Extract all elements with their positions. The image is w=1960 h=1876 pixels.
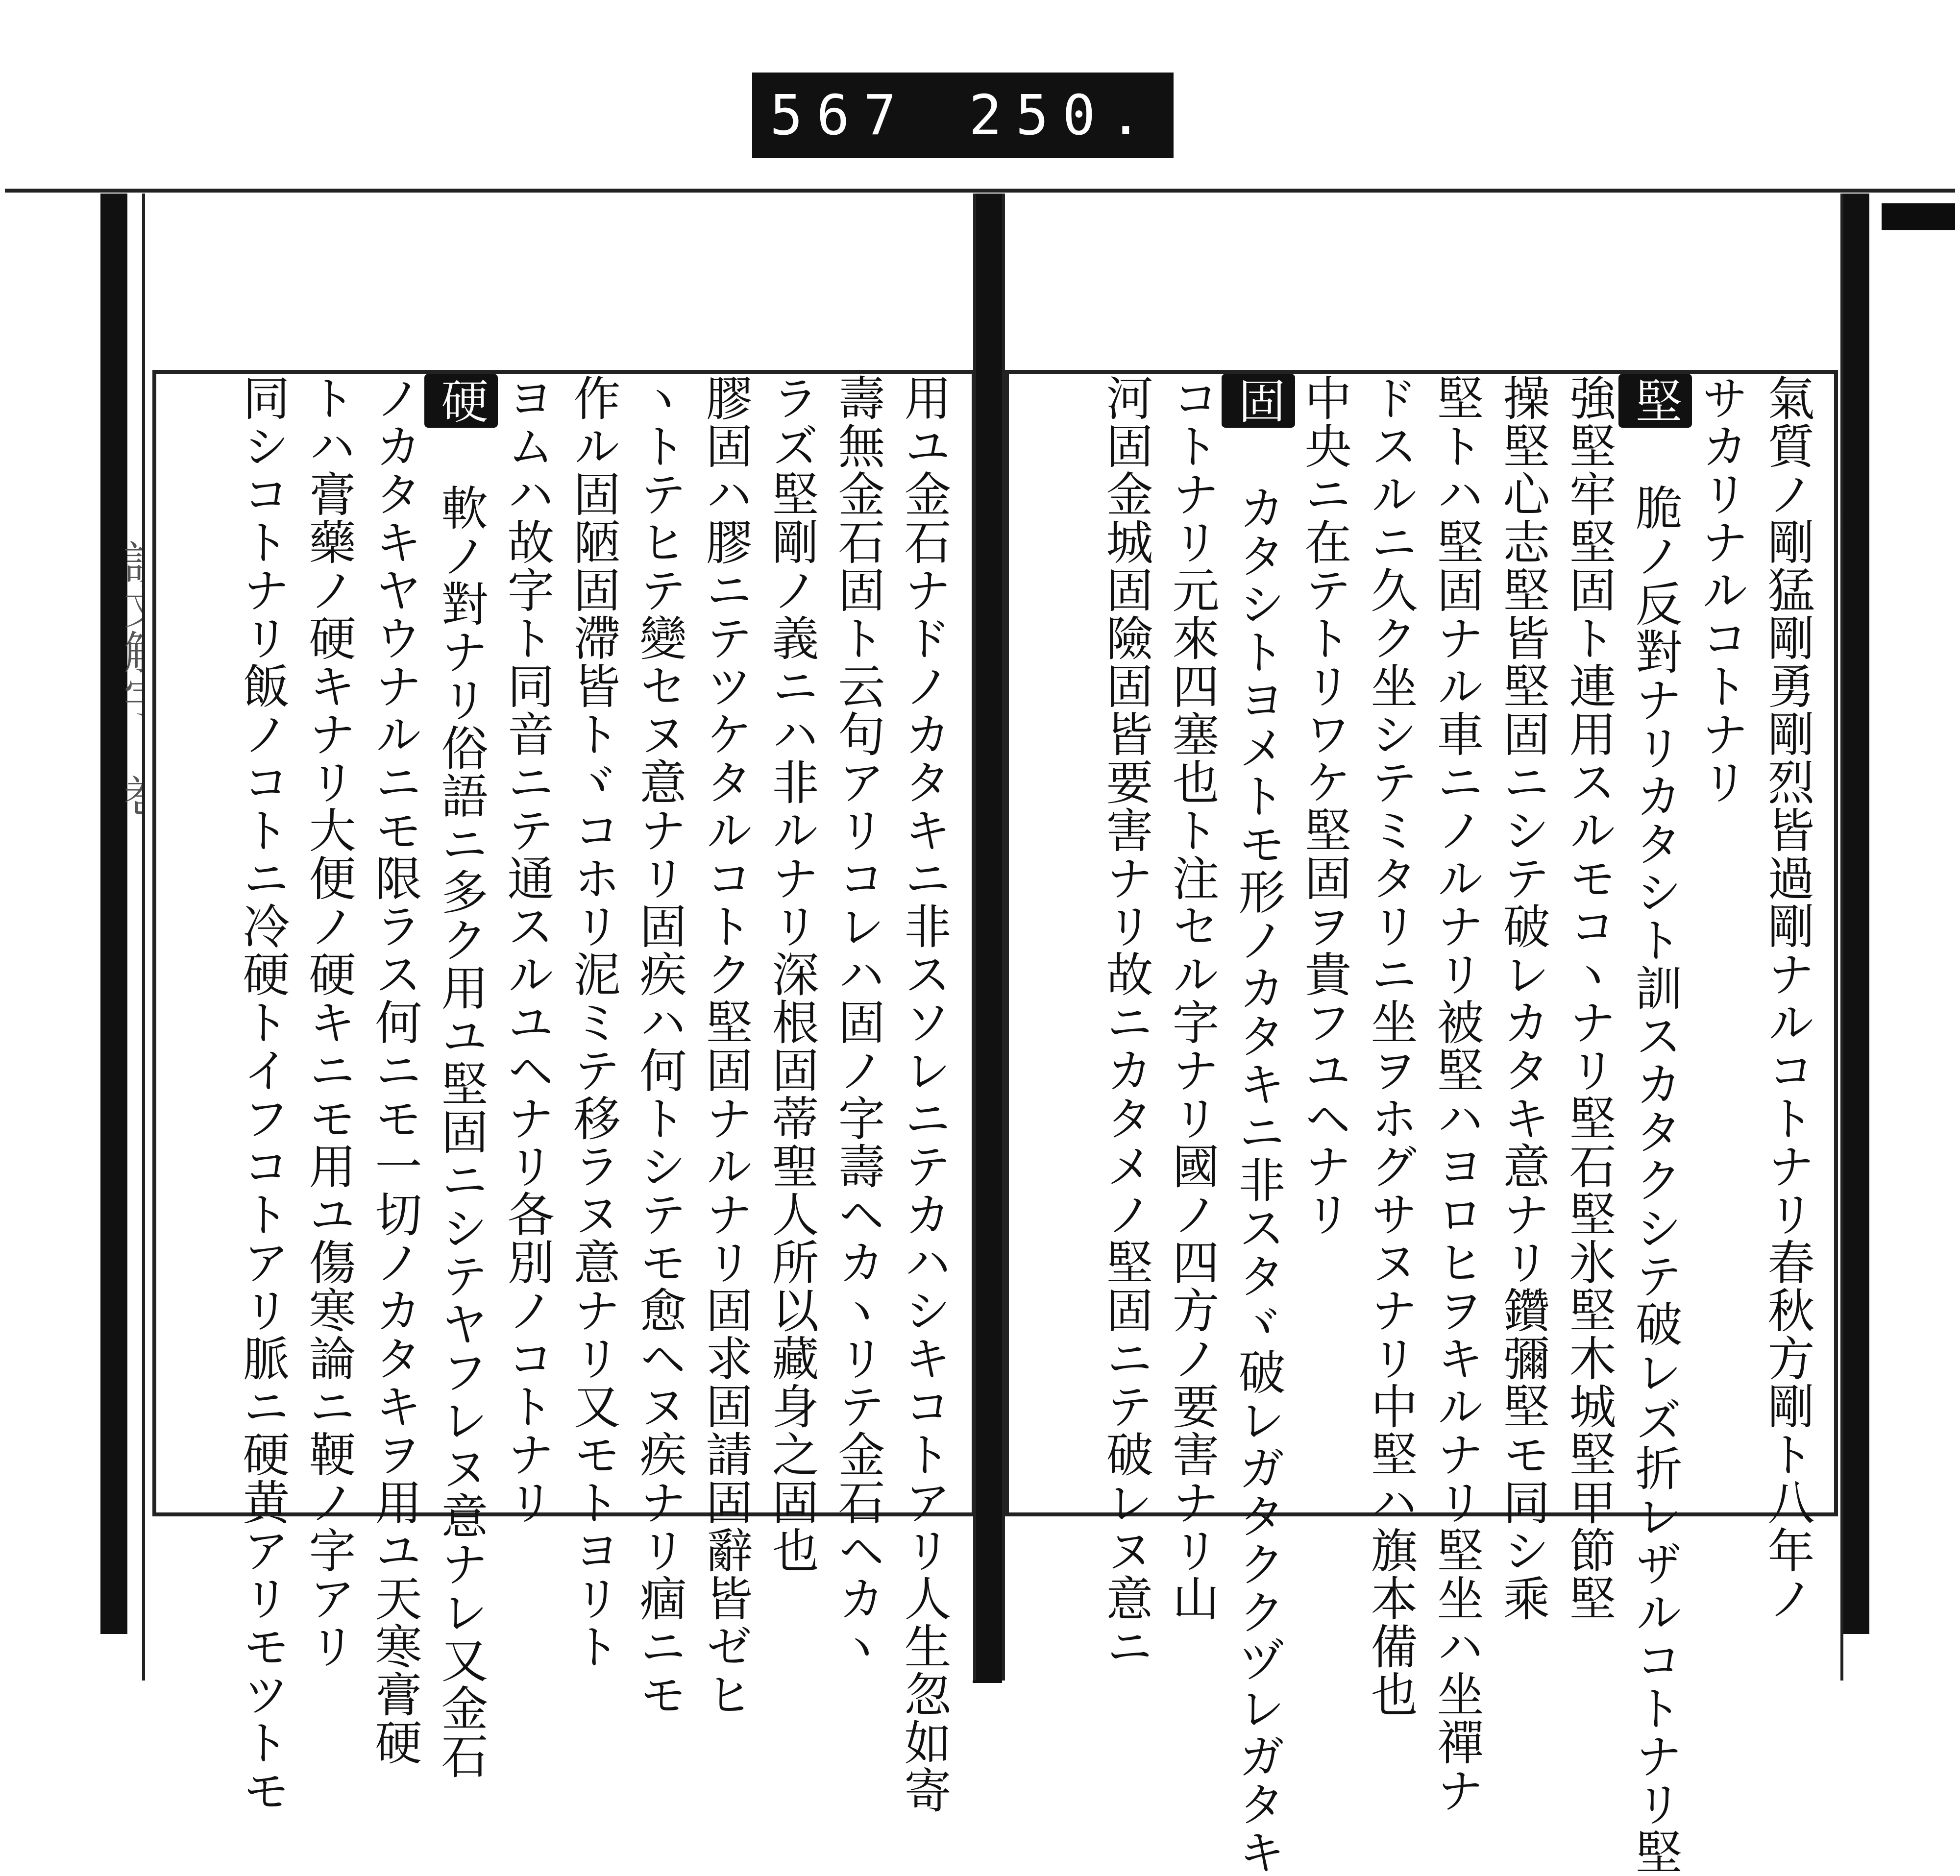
left-col-2: 壽無金石固ト云句アリコレハ固ノ字壽ヘカヽリテ金石ヘカヽ <box>831 374 885 1670</box>
left-col-9: ノカタキヤウナルニモ限ラス何ニモ一切ノカタキヲ用ユ天寒膏硬 <box>368 374 422 1766</box>
right-col-2: サカリナルコトナリ <box>1694 374 1749 806</box>
entry-marker-firm: 堅 <box>1618 374 1692 428</box>
right-page-frame <box>1005 370 1838 1876</box>
frame-number-label <box>752 73 1174 158</box>
left-col-8 <box>424 374 498 1780</box>
left-col-3: ラズ堅剛ノ義ニハ非ルナリ深根固蒂聖人所以藏身之固也 <box>764 374 819 1574</box>
right-col-11: 河固金城固險固皆要害ナリ故ニカタメノ堅固ニテ破レヌ意ニ <box>1099 374 1153 1670</box>
left-page-frame <box>152 370 976 1814</box>
left-col-7: ヨムハ故字ト同音ニテ通スルユヘナリ各別ノコトナリ <box>500 374 555 1526</box>
left-col-11: 同シコトナリ飯ノコトニ冷硬トイフコトアリ脈ニ硬黄アリモツトモ <box>235 374 290 1814</box>
right-col-9 <box>1222 374 1295 1876</box>
entry-marker-hard: 硬 <box>424 374 498 428</box>
right-col-8: 中央ニ在テトリワケ堅固ヲ貴フユヘナリ <box>1297 374 1352 1238</box>
right-page <box>1002 194 1843 1876</box>
left-col-8-text: 軟ノ對ナリ俗語ニ多ク用ユ堅固ニシテヤフレヌ意ナレ又金石 <box>434 484 489 1780</box>
right-col-10: コトナリ元來四塞也ト注セル字ナリ國ノ四方ノ要害ナリ山 <box>1165 374 1220 1622</box>
left-page <box>142 194 976 1814</box>
entry-marker-solid: 固 <box>1222 374 1295 428</box>
right-col-3-text: 脆ノ反對ナリカタシト訓スカタクシテ破レズ折レザルコトナリ堅 <box>1628 484 1683 1876</box>
center-spine <box>973 194 1002 1683</box>
right-col-1: 氣質ノ剛猛剛勇剛烈皆過剛ナルコトナリ春秋方剛ト八年ノ <box>1760 374 1815 1622</box>
frame-number-right: 250. <box>969 83 1156 147</box>
left-col-6: 作ル固陋固滯皆トヾコホリ泥ミテ移ラヌ意ナリ又モトヨリト <box>566 374 621 1670</box>
right-col-7: ドスルニ久ク坐シテミタリニ坐ヲホグサヌナリ中堅ハ旗本備也 <box>1363 374 1418 1718</box>
right-edge-shadow <box>1842 194 1869 1634</box>
left-col-10: トハ膏藥ノ硬キナリ大便ノ硬キニモ用ユ傷寒論ニ鞕ノ字アリ <box>301 374 356 1670</box>
frame-number-left: 567 <box>770 83 910 147</box>
right-tab <box>1882 203 1955 230</box>
left-col-4: 膠固ハ膠ニテツケタルコトク堅固ナルナリ固求固請固辭皆ゼヒ <box>698 374 753 1718</box>
right-col-9-text: カタシトヨメトモ形ノカタキニ非スタヾ破レガタククヅレガタキ <box>1231 484 1286 1876</box>
left-col-5: ヽトテヒテ變セヌ意ナリ固疾ハ何トシテモ愈ヘヌ疾ナリ痼ニモ <box>632 374 687 1718</box>
right-col-4: 強堅牢堅固ト連用スルモコヽナリ堅石堅氷堅木城堅甲節堅 <box>1562 374 1617 1622</box>
left-edge-shadow <box>100 194 127 1634</box>
right-col-6: 堅トハ堅固ナル車ニノルナリ被堅ハヨロヒヲキルナリ堅坐ハ坐禪ナ <box>1429 374 1484 1814</box>
right-col-5: 操堅心志堅皆堅固ニシテ破レカタキ意ナリ鑽彌堅モ同シ乘 <box>1495 374 1550 1622</box>
top-rule <box>5 189 1955 193</box>
right-col-3 <box>1618 374 1692 1876</box>
left-col-1: 用ユ金石ナドノカタキニ非スソレニテカハシキコトアリ人生忽如寄 <box>897 374 952 1814</box>
